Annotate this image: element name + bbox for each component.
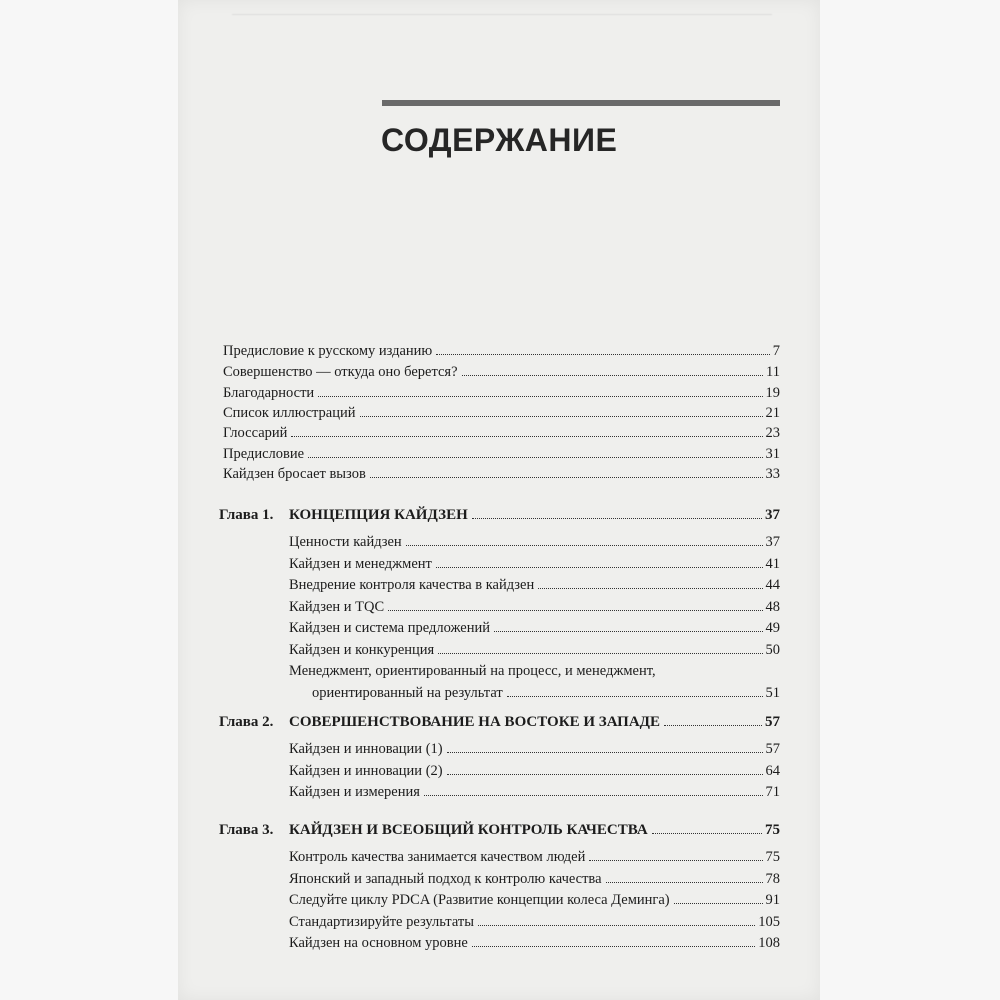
page-number: 48: [765, 598, 780, 615]
toc-entry: [289, 596, 780, 618]
dot-leader: [447, 752, 763, 753]
page-number: 71: [765, 784, 780, 800]
entry-title: Кайдзен и инновации (2): [289, 762, 443, 779]
toc-entry: [223, 361, 780, 383]
page-number: 64: [765, 762, 780, 779]
toc-entry: [223, 402, 780, 424]
page-number: 37: [765, 534, 780, 550]
page-number: 19: [765, 385, 780, 401]
toc-entry: [289, 889, 780, 911]
dot-leader: [494, 631, 762, 632]
entry-title: Внедрение контроля качества в кайдзен: [289, 577, 535, 593]
toc-entry: [289, 911, 780, 933]
chapter-heading: [219, 819, 780, 841]
entry-title: Кайдзен на основном уровне: [289, 935, 468, 951]
page-number: 44: [765, 577, 780, 593]
toc-entry: [289, 738, 780, 760]
dot-leader: [424, 795, 763, 796]
dot-leader: [308, 457, 762, 458]
page-number: 51: [765, 684, 780, 701]
toc-entry: [223, 443, 780, 465]
page-number: 23: [765, 425, 780, 441]
dot-leader: [438, 653, 762, 654]
toc-entry: [223, 463, 780, 485]
dot-leader: [388, 610, 762, 611]
page-number: 21: [765, 405, 780, 421]
page-number: 49: [765, 620, 780, 636]
dot-leader: [360, 416, 763, 417]
entry-title: КАЙДЗЕН И ВСЕОБЩИЙ КОНТРОЛЬ КАЧЕСТВА: [289, 822, 648, 838]
dot-leader: [406, 545, 763, 546]
entry-title: Ценности кайдзен: [289, 534, 402, 550]
page-title: СОДЕРЖАНИЕ: [381, 122, 618, 158]
page-number: 37: [765, 507, 780, 523]
dot-leader: [606, 882, 763, 883]
page-number: 7: [772, 343, 780, 359]
toc-entry: [289, 868, 780, 890]
page-number: 75: [765, 849, 780, 865]
entry-title: Совершенство — откуда оно берется?: [223, 364, 458, 380]
chapter-heading: [219, 504, 780, 526]
page-number: 105: [758, 913, 780, 930]
toc-entry: [289, 617, 780, 639]
dot-leader: [664, 725, 762, 726]
page-number: 57: [765, 714, 780, 730]
dot-leader: [472, 946, 755, 947]
toc-entry: [289, 574, 780, 596]
toc-entry: [289, 932, 780, 954]
toc-entry: [289, 781, 780, 803]
entry-title: СОВЕРШЕНСТВОВАНИЕ НА ВОСТОКЕ И ЗАПАДЕ: [289, 714, 660, 730]
entry-title: Контроль качества занимается качеством людей: [289, 849, 586, 865]
dot-leader: [674, 903, 763, 904]
toc-entry: [289, 553, 780, 575]
entry-title: Кайдзен и менеджмент: [289, 555, 432, 572]
page-number: 57: [765, 741, 780, 757]
entry-title: Список иллюстраций: [223, 405, 356, 421]
chapter-label: Глава 3.: [219, 822, 274, 838]
toc-entry: [289, 531, 780, 553]
entry-title: Кайдзен и система предложений: [289, 620, 491, 636]
toc-entry: [223, 382, 780, 404]
dot-leader: [507, 696, 763, 697]
chapter-label: Глава 1.: [219, 507, 274, 523]
dot-leader: [538, 588, 762, 589]
entry-title: ориентированный на результат: [312, 684, 503, 701]
entry-title: Кайдзен и конкуренция: [289, 641, 435, 658]
dot-leader: [291, 436, 762, 437]
entry-title: Предисловие к русскому изданию: [223, 343, 433, 359]
dot-leader: [589, 860, 762, 861]
page-number: 108: [758, 935, 780, 951]
entry-title: Кайдзен и инновации (1): [289, 741, 443, 757]
page-number: 41: [765, 555, 780, 572]
dot-leader: [472, 518, 762, 519]
page-number: 50: [765, 641, 780, 658]
entry-title: Кайдзен и TQC: [289, 598, 385, 615]
chapter-label: Глава 2.: [219, 714, 274, 730]
dot-leader: [447, 774, 763, 775]
dot-leader: [652, 833, 762, 834]
dot-leader: [370, 477, 763, 478]
entry-title: Предисловие: [223, 446, 305, 462]
dot-leader: [436, 354, 769, 355]
dot-leader: [436, 567, 763, 568]
entry-title: Кайдзен бросает вызов: [223, 466, 366, 482]
entry-title: КОНЦЕПЦИЯ КАЙДЗЕН: [289, 507, 468, 523]
toc-entry: [312, 682, 780, 704]
page-number: 91: [765, 892, 780, 908]
entry-title: Японский и западный подход к контролю качества: [289, 870, 602, 887]
page-number: 11: [766, 364, 780, 380]
toc-entry: [223, 422, 780, 444]
dot-leader: [318, 396, 762, 397]
chapter-heading: [219, 711, 780, 733]
toc-entry: [223, 340, 780, 362]
toc-entry: [289, 760, 780, 782]
toc-entry: [289, 846, 780, 868]
entry-title: Стандартизируйте результаты: [289, 913, 474, 930]
entry-title: Кайдзен и измерения: [289, 784, 420, 800]
dot-leader: [478, 925, 755, 926]
toc-entry-line1: Менеджмент, ориентированный на процесс, и менеджмент,: [289, 663, 656, 679]
entry-title: Глоссарий: [223, 425, 288, 441]
page-number: 75: [765, 822, 780, 838]
page-number: 33: [765, 466, 780, 482]
page-number: 78: [765, 870, 780, 887]
page-number: 31: [765, 446, 780, 462]
toc-entry: [289, 639, 780, 661]
dot-leader: [462, 375, 764, 376]
entry-title: Следуйте циклу PDCA (Развитие концепции колеса Деминга): [289, 892, 670, 908]
entry-title: Благодарности: [223, 385, 315, 401]
